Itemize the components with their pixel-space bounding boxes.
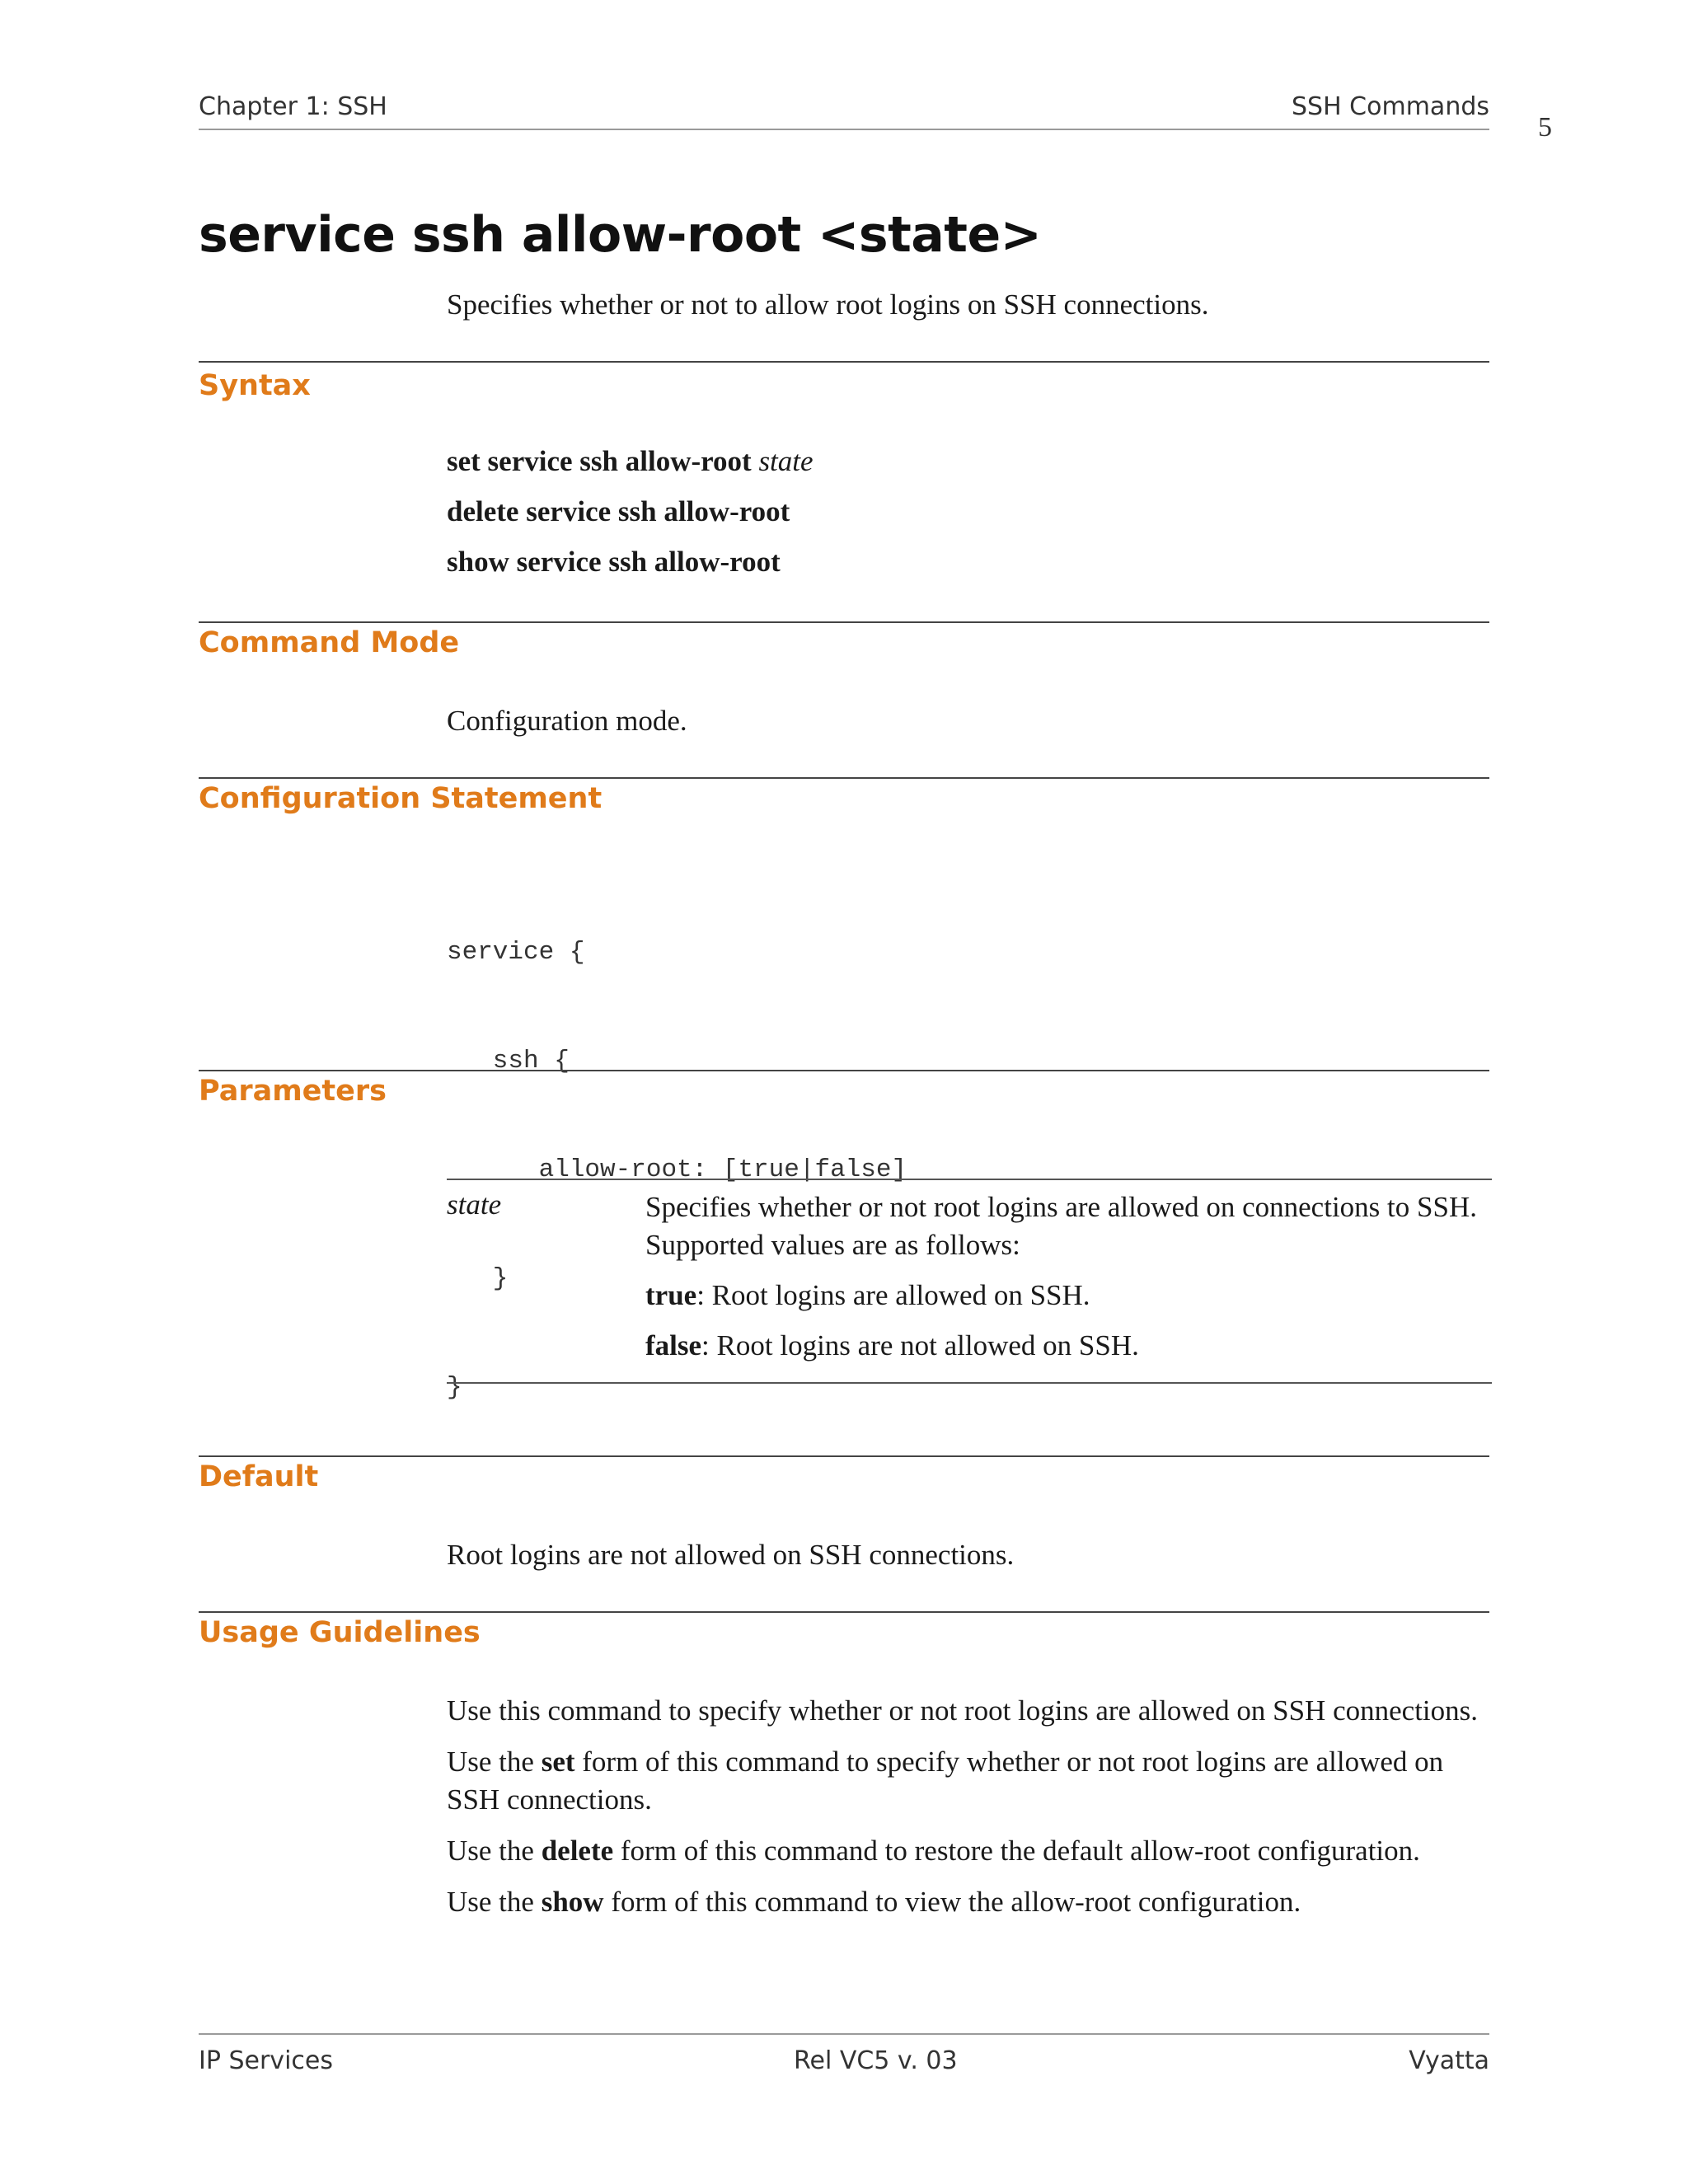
- page-header: [199, 89, 1489, 130]
- code-line: service {: [447, 938, 585, 967]
- parameter-value: false: [645, 1329, 702, 1361]
- section-divider: [199, 621, 1489, 623]
- code-line: }: [447, 1264, 509, 1293]
- footer-right: Vyatta: [1409, 2046, 1489, 2075]
- syntax-set-line: [447, 443, 814, 480]
- section-divider: [199, 1611, 1489, 1613]
- usage-command-word: delete: [541, 1835, 614, 1867]
- page-number: 5: [1538, 112, 1552, 143]
- default-text: Root logins are not allowed on SSH connections.: [447, 1539, 1015, 1571]
- code-line: allow-root: [true|false]: [447, 1155, 907, 1184]
- section-divider: [199, 777, 1489, 779]
- parameter-summary: Specifies whether or not root logins are allowed on connections to SSH. Supported values are as follows:: [645, 1191, 1477, 1261]
- usage-paragraph: [447, 1883, 1493, 1921]
- parameter-description: [645, 1188, 1486, 1377]
- chapter-title: Chapter 1: SSH: [199, 92, 387, 121]
- footer-left: IP Services: [199, 2046, 333, 2075]
- parameter-value-row: [645, 1327, 1486, 1365]
- usage-text: form of this command to specify whether or not root logins are allowed on SSH connections.: [447, 1746, 1444, 1816]
- default-heading: Default: [199, 1460, 319, 1493]
- usage-paragraph: [447, 1743, 1493, 1819]
- usage-paragraph: [447, 1832, 1493, 1870]
- footer-center: Rel VC5 v. 03: [794, 2046, 958, 2075]
- usage-text: form of this command to restore the default allow-root configuration.: [613, 1835, 1420, 1867]
- show-command: show service ssh allow-root: [447, 546, 781, 578]
- command-mode-text: Configuration mode.: [447, 705, 687, 737]
- code-line: }: [447, 1373, 462, 1402]
- set-command: set service ssh allow-root: [447, 445, 752, 477]
- command-mode-heading: Command Mode: [199, 626, 460, 659]
- delete-command: delete service ssh allow-root: [447, 495, 790, 527]
- parameter-name: state: [447, 1188, 502, 1221]
- parameter-value-row: [645, 1277, 1486, 1315]
- usage-text: Use the: [447, 1835, 542, 1867]
- syntax-heading: Syntax: [199, 369, 311, 402]
- parameter-value: true: [645, 1279, 697, 1311]
- section-divider: [199, 1070, 1489, 1071]
- usage-guidelines-heading: Usage Guidelines: [199, 1616, 481, 1649]
- set-argument: state: [758, 445, 814, 477]
- intro-text: Specifies whether or not to allow root logins on SSH connections.: [447, 288, 1209, 321]
- usage-paragraph: Use this command to specify whether or not root logins are allowed on SSH connections.: [447, 1694, 1479, 1727]
- parameters-heading: Parameters: [199, 1075, 387, 1108]
- usage-command-word: show: [541, 1886, 604, 1918]
- usage-text: Use the: [447, 1746, 542, 1778]
- parameter-value-text: : Root logins are not allowed on SSH.: [701, 1329, 1139, 1361]
- configuration-statement-heading: Configuration Statement: [199, 782, 603, 815]
- section-divider: [199, 361, 1489, 363]
- code-line: ssh {: [447, 1047, 570, 1076]
- footer-divider: [199, 2033, 1489, 2035]
- usage-command-word: set: [541, 1746, 575, 1778]
- usage-text: form of this command to view the allow-root configuration.: [603, 1886, 1301, 1918]
- usage-guidelines-body: [447, 1692, 1493, 1934]
- section-divider: [199, 1455, 1489, 1457]
- section-title: SSH Commands: [1292, 92, 1489, 121]
- parameter-value-text: : Root logins are allowed on SSH.: [696, 1279, 1090, 1311]
- parameters-table: [447, 1179, 1492, 1384]
- usage-text: Use the: [447, 1886, 542, 1918]
- page-title: service ssh allow-root <state>: [199, 206, 1042, 264]
